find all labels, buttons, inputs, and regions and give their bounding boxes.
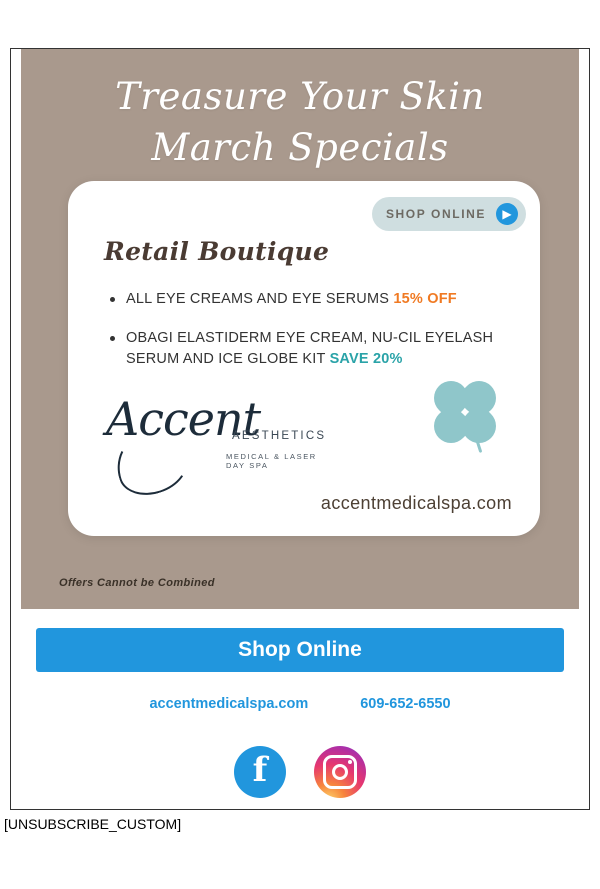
hero-title: [21, 71, 579, 173]
offer-text: OBAGI ELASTIDERM EYE CREAM, NU-CIL EYELASH SERUM AND ICE GLOBE KIT: [126, 330, 494, 367]
offers-disclaimer: Offers Cannot be Combined: [59, 577, 215, 589]
list-item: [126, 289, 526, 310]
brand-logo: [106, 386, 326, 496]
hero-title-line1: Treasure Your Skin: [115, 75, 485, 118]
promo-card: [68, 181, 540, 536]
phone-link[interactable]: 609-652-6550: [360, 696, 451, 712]
hero-title-line2: March Specials: [151, 126, 449, 169]
card-heading: Retail Boutique: [104, 237, 330, 266]
arrow-right-icon: ▶: [496, 203, 518, 225]
logo-subtitle: MEDICAL & LASER DAY SPA: [226, 452, 317, 470]
offer-highlight: SAVE 20%: [329, 351, 403, 367]
shop-online-pill-button[interactable]: [372, 197, 526, 231]
shop-online-button[interactable]: Shop Online: [36, 628, 564, 672]
instagram-icon[interactable]: [314, 746, 366, 798]
unsubscribe-link[interactable]: [UNSUBSCRIBE_CUSTOM]: [4, 816, 182, 832]
list-item: [126, 328, 526, 370]
social-links: [0, 746, 600, 798]
hero-promo-image[interactable]: [21, 49, 579, 609]
logo-aesthetics-label: AESTHETICS: [232, 430, 327, 442]
offer-highlight: 15% OFF: [393, 291, 457, 307]
footer-links: [36, 696, 564, 712]
instagram-lens: [332, 764, 348, 780]
offer-text: ALL EYE CREAMS AND EYE SERUMS: [126, 291, 394, 307]
card-website-text: accentmedicalspa.com: [320, 493, 512, 513]
logo-wordmark: Accent: [106, 392, 261, 446]
instagram-dot: [348, 760, 352, 764]
facebook-icon[interactable]: f: [234, 746, 286, 798]
offer-list: [108, 289, 526, 388]
shop-online-pill-label: SHOP ONLINE: [385, 207, 486, 221]
clover-icon: [430, 379, 502, 451]
website-link[interactable]: accentmedicalspa.com: [149, 696, 309, 712]
instagram-frame: [323, 755, 357, 789]
